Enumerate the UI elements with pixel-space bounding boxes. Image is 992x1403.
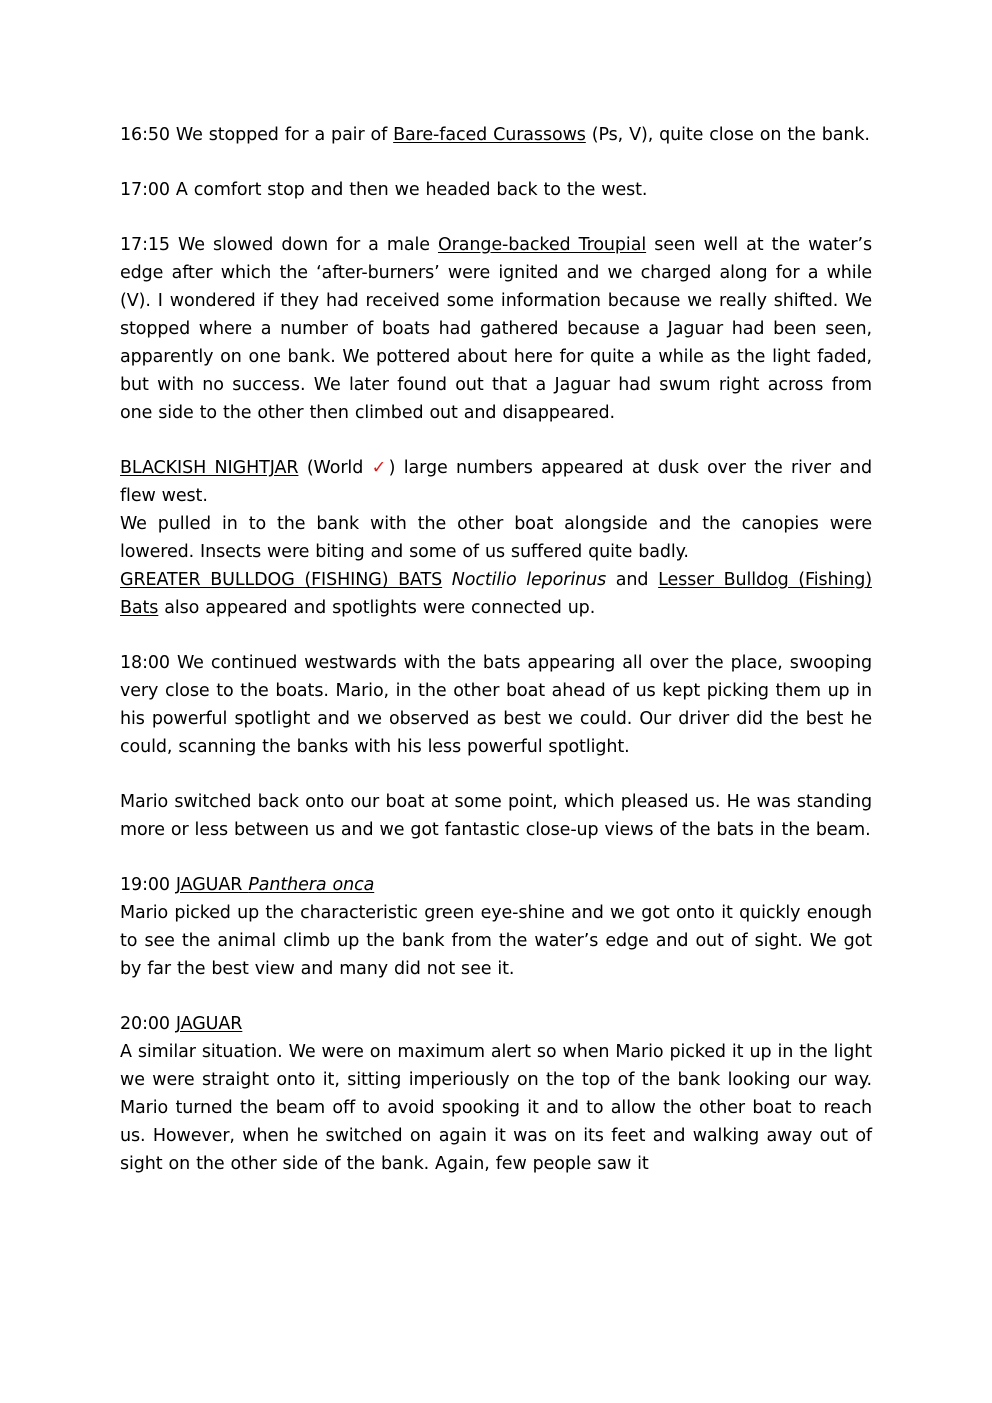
document-page xyxy=(120,121,872,1205)
entry-text: 16:50 We stopped for a pair of xyxy=(120,125,394,145)
species-name-wrap xyxy=(176,875,374,895)
latin-name: Panthera onca xyxy=(248,875,375,895)
entry-bank xyxy=(120,510,872,566)
entry-text: 18:00 We continued westwards with the bats appearing all over the place, swooping very close to the boats. Mario, in the other boat ahead of us kept picking them up in his powerful spotlight and we observed as best we could. Our driver did the best he could, scanning the banks with his less powerful spotlight. xyxy=(120,653,872,757)
entry-text: Mario picked up the characteristic green eye-shine and we got onto it quickly enough to see the animal climb up the bank from the water’s edge and out of sight. We got by far the best view and many did not see it. xyxy=(120,903,872,979)
entry-heading xyxy=(120,1010,872,1038)
entry-text: also appeared and spotlights were connected up. xyxy=(158,598,596,618)
entry-text: 17:15 We slowed down for a male xyxy=(120,235,438,255)
entry-1800 xyxy=(120,649,872,761)
entry-text: 17:00 A comfort stop and then we headed back to the west. xyxy=(120,180,648,200)
entry-time: 20:00 xyxy=(120,1014,176,1034)
entry-text: ) large numbers appeared at dusk over the river and flew west. xyxy=(120,458,872,506)
species-name: BLACKISH NIGHTJAR xyxy=(120,458,299,478)
species-name: JAGUAR xyxy=(175,875,249,895)
entry-text: (World xyxy=(298,458,372,478)
species-name: JAGUAR xyxy=(175,1014,243,1034)
latin-name: Noctilio leporinus xyxy=(451,570,607,590)
entry-text: A similar situation. We were on maximum alert so when Mario picked it up in the light we were straight onto it, sitting imperiously on the top of the bank looking our way. Mario turned the beam off to avoid spooking it and to allow the other boat to reach us. However, when he switched on again it was on its feet and walking away out of sight on the other side of the bank. Again, few people saw it xyxy=(120,1042,872,1174)
entry-mario xyxy=(120,788,872,844)
entry-text: seen well at the water’s edge after which the ‘after-burners’ were ignited and we charged along for a while (V). I wondered if they had received some information because we really shifted. We stopped where a number of boats had gathered because a Jaguar had been seen, apparently on one bank. We pottered about here for quite a while as the light faded, but with no success. We later found out that a Jaguar had swum right across from one side to the other then climbed out and disappeared. xyxy=(120,235,872,423)
species-name: Orange-backed Troupial xyxy=(437,235,647,255)
entry-heading xyxy=(120,871,872,899)
entry-text: (Ps, V), quite close on the bank. xyxy=(585,125,870,145)
entry-text xyxy=(442,570,452,590)
entry-2000 xyxy=(120,1010,872,1178)
entry-1715 xyxy=(120,231,872,427)
entry-1700 xyxy=(120,176,872,204)
entry-1650 xyxy=(120,121,872,149)
entry-1900 xyxy=(120,871,872,983)
entry-time: 19:00 xyxy=(120,875,176,895)
species-name: Bare-faced Curassows xyxy=(393,125,586,145)
entry-text: We pulled in to the bank with the other boat alongside and the canopies were lowered. Insects were biting and some of us suffered quite badly. xyxy=(120,514,872,562)
entry-bats xyxy=(120,566,872,622)
entry-text: and xyxy=(606,570,659,590)
checkmark-icon: ✓ xyxy=(371,458,389,478)
species-name: GREATER BULLDOG (FISHING) BATS xyxy=(120,570,443,590)
entry-text: Mario switched back onto our boat at some point, which pleased us. He was standing more or less between us and we got fantastic close-up views of the bats in the beam. xyxy=(120,792,872,840)
entry-nightjar xyxy=(120,454,872,510)
species-name: Lesser Bulldog (Fishing) Bats xyxy=(120,570,872,618)
